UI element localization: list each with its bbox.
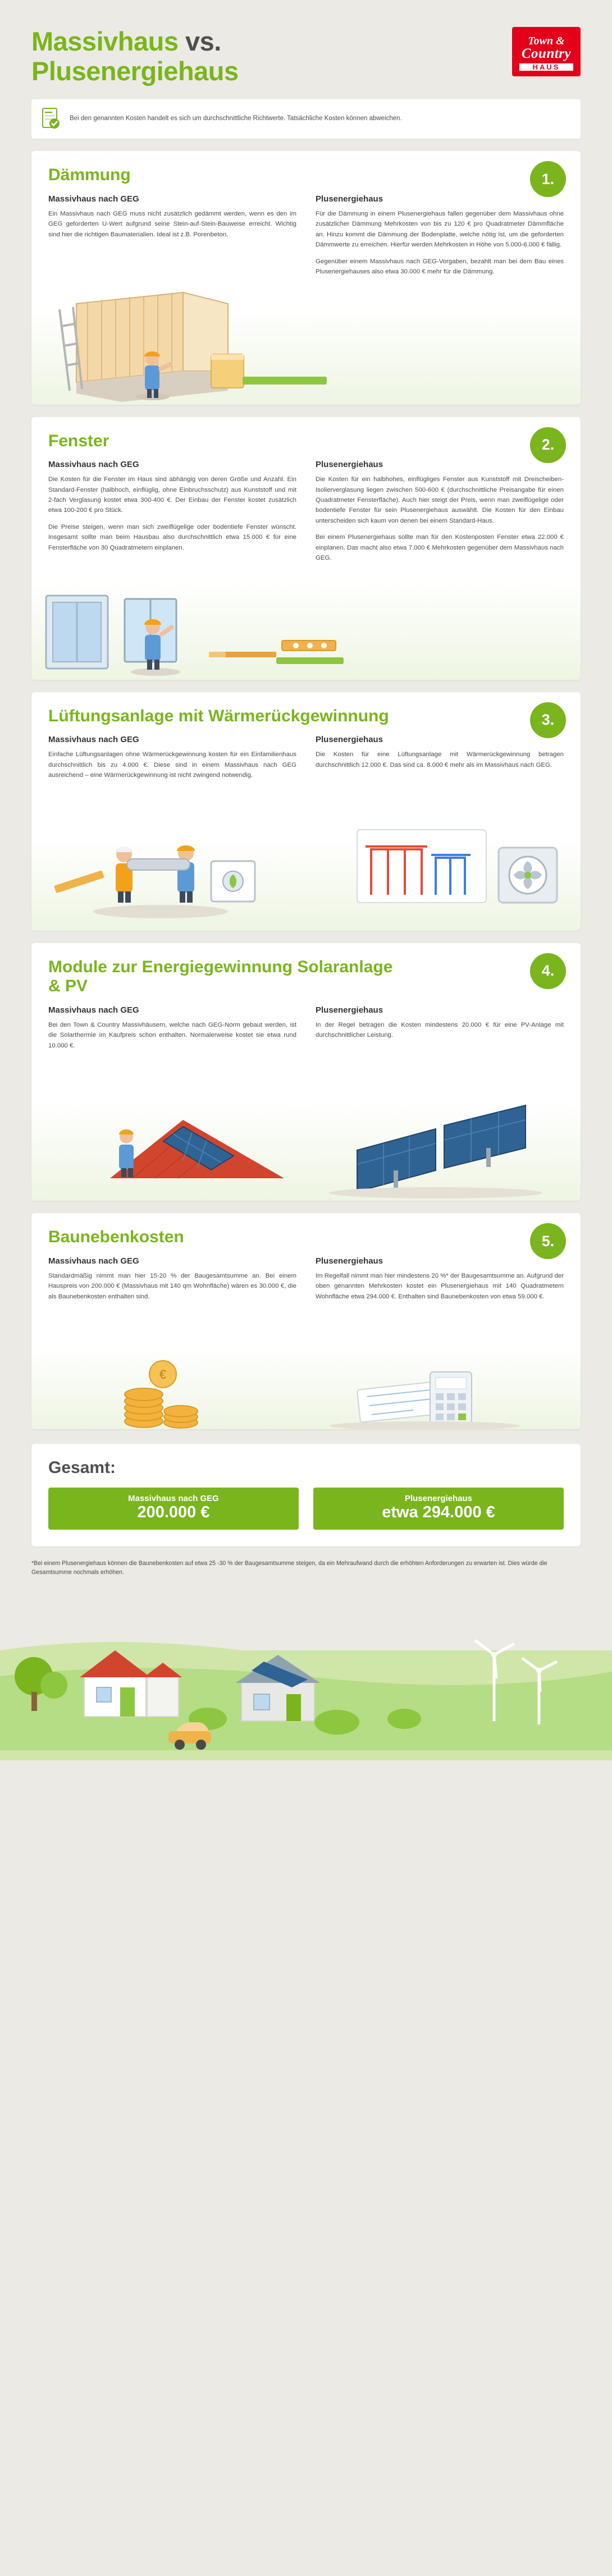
- total-heading: Gesamt:: [48, 1458, 116, 1477]
- brand-logo: [512, 27, 581, 76]
- column-plusenergiehaus: [316, 1256, 564, 1308]
- section-number-badge: 4.: [530, 953, 566, 989]
- illustration-costs: [48, 1311, 564, 1429]
- column-plusenergiehaus: [316, 194, 564, 283]
- column-paragraph: Im Regelfall nimmt man hier mindestens 20 %* der Baugesamtsumme an. Aufgrund der oben genannten Mehrkosten kostet ein Plusenergiehaus mit 140 Quadratmetern Wohnfläche etwa 294.000 €. Enthalten sind Baunebenkosten von etwa 59.000 €.: [316, 1272, 564, 1300]
- section-title: Dämmung: [48, 166, 131, 185]
- column-massivhaus: [48, 1005, 296, 1057]
- column-heading: Plusenergiehaus: [316, 460, 383, 470]
- page-header: [0, 0, 612, 91]
- total-box-label: Massivhaus nach GEG: [128, 1494, 219, 1504]
- column-massivhaus: [48, 194, 296, 283]
- column-heading: Plusenergiehaus: [316, 1005, 383, 1015]
- logo-line-2: Country: [521, 45, 572, 61]
- section-card-daemmung: [31, 151, 581, 404]
- column-heading: Plusenergiehaus: [316, 194, 383, 204]
- column-plusenergiehaus: [316, 735, 564, 786]
- column-heading: Massivhaus nach GEG: [48, 735, 139, 745]
- section-title: Baunebenkosten: [48, 1228, 184, 1247]
- page-title: [31, 27, 239, 86]
- column-paragraph: Gegenüber einem Massivhaus nach GEG-Vorgaben, bezahlt man bei dem Bau eines Plusenergiehauses also etwa 30.000 € mehr für die Dämmung.: [316, 258, 564, 276]
- section-number-badge: 1.: [530, 161, 566, 197]
- column-paragraph: Ein Massivhaus nach GEG muss nicht zusätzlich gedämmt werden, wenn es den im GEG geforderten U-Wert aufgrund seine Stein-auf-Stein-Bauweise erreicht. Wichtig sind hier die richtigen Baumaterialien. Ideal ist z.B. Porenbeton.: [48, 210, 296, 238]
- column-massivhaus: [48, 460, 296, 570]
- total-summary-card: [31, 1444, 581, 1546]
- page-title-line2: Plusenergiehaus: [31, 56, 239, 86]
- section-number-badge: 2.: [530, 427, 566, 463]
- footer-illustration: [0, 1592, 612, 1760]
- column-plusenergiehaus: [316, 460, 564, 570]
- column-paragraph: In der Regel betragen die Kosten mindestens 20.000 € für eine PV-Anlage mit durchschnittlicher Leistung.: [316, 1021, 564, 1039]
- column-paragraph: Die Preise steigen, wenn man sich zweiflügelige oder bodentiefe Fenster wünscht. Insgesamt sollte man beim Hausbau also durchschnittlich etwa 15.000 € für eine Fensterfläche von 30 Quadratmetern einplanen.: [48, 523, 296, 551]
- illustration-ventilation: [48, 790, 564, 931]
- column-heading: Massivhaus nach GEG: [48, 194, 139, 204]
- column-heading: Massivhaus nach GEG: [48, 460, 139, 470]
- column-heading: Plusenergiehaus: [316, 1256, 383, 1266]
- disclaimer-text: Bei den genannten Kosten handelt es sich um durchschnittliche Richtwerte. Tatsächliche Kosten können abweichen.: [70, 115, 402, 122]
- column-paragraph: Standardmäßig nimmt man hier 15-20 % der Baugesamtsumme an. Bei einem Hauspreis von 200.000 € (Massivhaus mit 140 qm Wohnfläche) wären es 30.000 €, die als Baunebenkosten enthalten sind.: [48, 1272, 296, 1300]
- total-box-value: etwa 294.000 €: [382, 1503, 495, 1522]
- total-box-plusenergiehaus: [313, 1488, 564, 1529]
- section-title: Fenster: [48, 431, 109, 450]
- column-paragraph: Bei einem Plusenergiehaus sollte man für den Kostenposten Fenster etwa 22.000 € einplanen. Das macht also etwa 7.000 € Mehrkosten gegenüber dem Massivhaus nach GEG.: [316, 534, 564, 562]
- column-heading: Massivhaus nach GEG: [48, 1005, 139, 1015]
- column-paragraph: Für die Dämmung in einem Plusenergiehaus fallen gegenüber dem Massivhaus ohne zusätzlicher Dämmung Mehrkosten von bis zu 120 € pro Quadratmeter Dämmfläche an. Hinzu kommt die Dämmung der Bodenplatte, welche nötig ist, um die geforderten Dämmwerte zu erreichen. Hierfür werden Mehrkosten in Höhe von 5.000-6.000 € fällig.: [316, 210, 564, 249]
- section-card-baunebenkosten: [31, 1213, 581, 1429]
- page-title-line1-rest: vs.: [185, 26, 221, 56]
- column-paragraph: Bei den Town & Country Massivhäusern, welche nach GEG-Norm gebaut werden, ist die Solarthermie im Kaufpreis schon enthalten. Normalerweise kostet sie etwa rund 10.000 €.: [48, 1021, 296, 1049]
- section-number-badge: 5.: [530, 1223, 566, 1259]
- illustration-windows: [48, 573, 564, 680]
- column-paragraph: Einfache Lüftungsanlagen ohne Wärmerückgewinnung kosten für ein Einfamilienhaus durchschnittlich bis zu 4.000 €. Diese sind in einem Massivhaus nach GEG ausreichend – eine Wärmerückgewinnung ist nicht zwingend notwendig.: [48, 751, 296, 779]
- section-card-energie: [31, 943, 581, 1201]
- disclaimer-banner: [31, 99, 581, 139]
- document-check-icon: [40, 107, 61, 131]
- column-massivhaus: [48, 1256, 296, 1308]
- logo-line-1: Town &: [528, 34, 565, 47]
- logo-line-3: HAUS: [519, 63, 573, 71]
- column-paragraph: Die Kosten für die Fenster im Haus sind abhängig von deren Größe und Anzahl. Ein Standard-Fenster (halbhoch, einflüglig, ohne Einbruchsschutz) aus Kunststoff und mit 2-fach Verglasung kostet etwa 300-400 €. Der Einbau der Fenster kostet zusätzlich etwa 100-200 € pro Stück.: [48, 476, 296, 514]
- section-card-lueftung: [31, 692, 581, 931]
- svg-text:€: €: [159, 1367, 167, 1382]
- column-plusenergiehaus: [316, 1005, 564, 1057]
- section-number-badge: 3.: [530, 702, 566, 738]
- column-heading: Massivhaus nach GEG: [48, 1256, 139, 1266]
- column-paragraph: Die Kosten für ein halbhohes, einflügliges Fenster aus Kunststoff mit Dreischeiben-Isolierverglasung liegen zwischen 500-600 € (durchschnittliche Preisangabe für einen Quadratmeter Fensterfläche). Auch hier steigt der Preis, wenn man zweiflügelige oder bodentiefe Fenster für sein Plusenergiehaus auswählt. Die Kosten für den Einbau unterscheiden sich kaum von denen bei einem Standard-Haus.: [316, 476, 564, 524]
- illustration-solar: [48, 1060, 564, 1201]
- section-title: Lüftungsanlage mit Wärmerückgewinnung: [48, 706, 389, 725]
- section-card-fenster: [31, 417, 581, 680]
- total-box-label: Plusenergiehaus: [404, 1494, 473, 1504]
- section-title: Module zur Energiegewinnung Solaranlage & PV: [48, 957, 393, 996]
- column-paragraph: Die Kosten für eine Lüftungsanlage mit Wärmerückgewinnung betragen durchschnittlich 12.000 €. Das sind ca. 8.000 € mehr als im Massivhaus nach GEG.: [316, 751, 564, 768]
- column-heading: Plusenergiehaus: [316, 735, 383, 745]
- footnote-text: *Bei einem Plusenergiehaus können die Baunebenkosten auf etwa 25 -30 % der Baugesamtsumme steigen, da ein Mehraufwand durch die erhöhten Anforderungen zu erwarten ist. Dies würde die Gesamtsumme nochmals erhöhen.: [31, 1559, 547, 1576]
- column-massivhaus: [48, 735, 296, 786]
- total-box-value: 200.000 €: [137, 1503, 210, 1522]
- total-box-massivhaus: [48, 1488, 299, 1529]
- page-title-line1-strong: Massivhaus: [31, 26, 179, 56]
- illustration-insulation: [48, 287, 564, 405]
